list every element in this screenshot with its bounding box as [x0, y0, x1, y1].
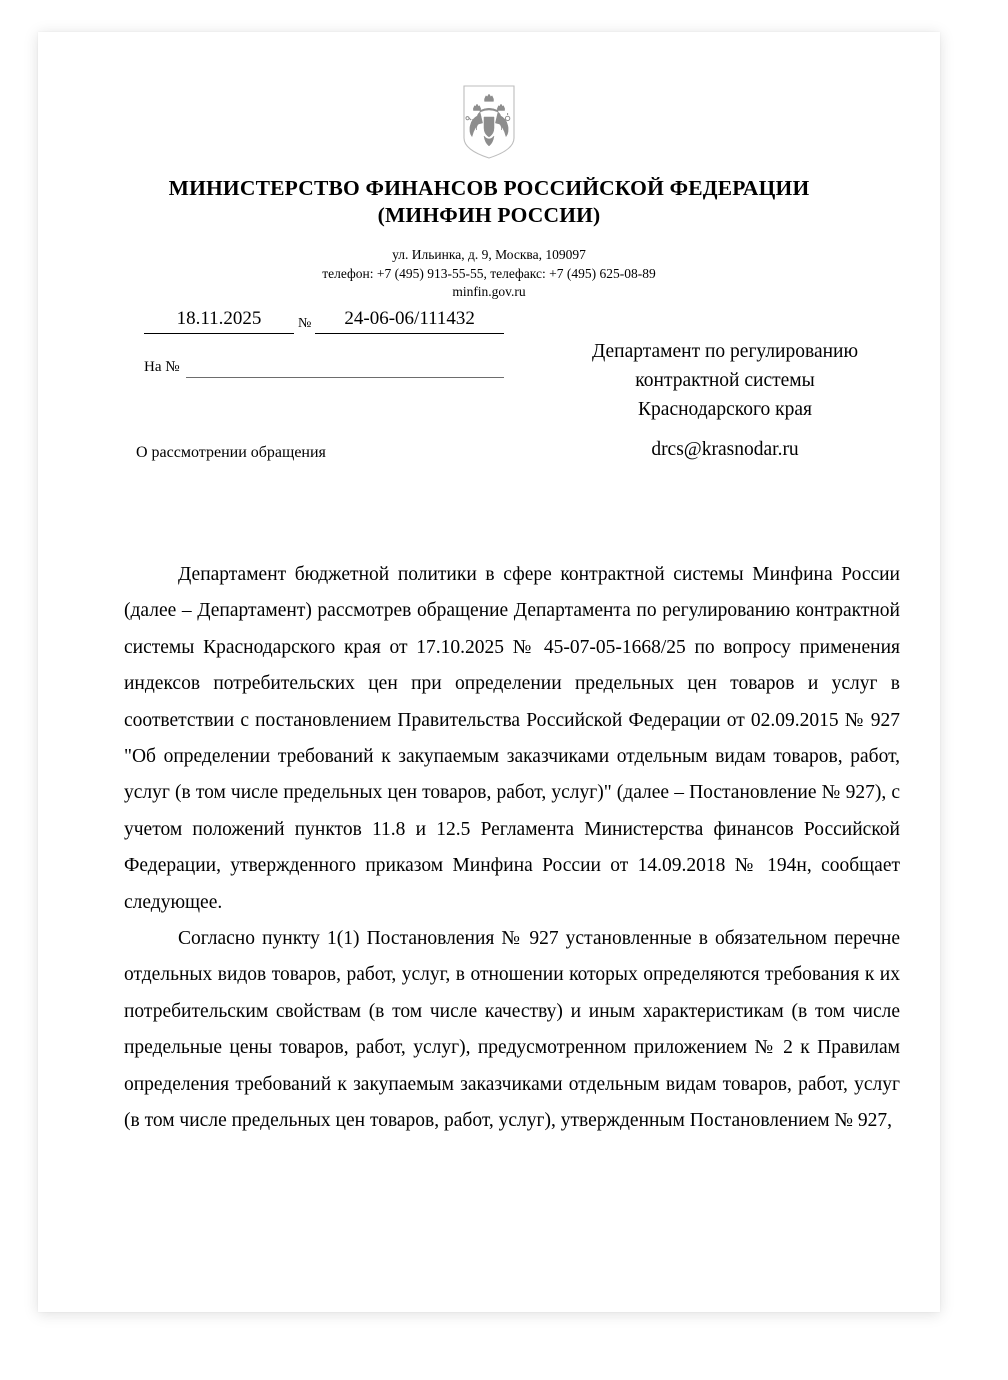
body-paragraph-2: Согласно пункту 1(1) Постановления № 927 установленные в обязательном перечне отдельных видов товаров, работ, услуг, в отношении которых определяются требования к их потребительским свойствам (в том числе качеству) и иным характеристикам (в том числе предельные цены товаров, работ, услуг), предусмотренном приложением № 2 к Правилам определения требований к закупаемым заказчиками отдельным видам товаров, работ, услуг (в том числе предельных цен товаров, работ, услуг), утвержденным Постановлением № 927,	[124, 928, 900, 1132]
document-subject: О рассмотрении обращения	[136, 444, 326, 461]
number-symbol: №	[298, 316, 312, 331]
on-reference-label: На №	[144, 359, 180, 375]
document-page	[38, 32, 940, 1312]
addressee-line-1: Департамент по регулированию	[591, 341, 859, 362]
addressee-email: drcs@krasnodar.ru	[651, 439, 799, 460]
reference-row	[144, 308, 504, 334]
postal-address: ул. Ильинка, д. 9, Москва, 109097	[392, 247, 586, 262]
org-title-line-2: (МИНФИН РОССИИ)	[377, 203, 601, 227]
on-reference-row	[144, 358, 504, 378]
phone-fax: телефон: +7 (495) 913-55-55, телефакс: +7 (495) 625-08-89	[322, 265, 656, 281]
addressee-line-2: контрактной системы	[635, 370, 815, 391]
addressee-line-3: Краснодарского края	[638, 399, 812, 420]
org-title-line-1: МИНИСТЕРСТВО ФИНАНСОВ РОССИЙСКОЙ ФЕДЕРАЦИИ	[168, 176, 810, 200]
russian-coat-of-arms-icon	[460, 84, 518, 160]
addressee-block	[550, 337, 900, 424]
emblem-container	[38, 84, 940, 165]
website-url: minfin.gov.ru	[452, 284, 526, 299]
body-paragraph-1: Департамент бюджетной политики в сфере контрактной системы Минфина России (далее – Департамент) рассмотрев обращение Департамента по регулированию контрактной системы Краснодарского края от 17.10.2025 № 45-07-05-1668/25 по вопросу применения индексов потребительских цен при определении предельных цен товаров и услуг в соответствии с постановлением Правительства Российской Федерации от 02.09.2015 № 927 "Об определении требований к закупаемым заказчиками отдельным видам товаров, работ, услуг (в том числе предельных цен товаров, работ, услуг)" (далее – Постановление № 927), с учетом положений пунктов 11.8 и 12.5 Регламента Министерства финансов Российской Федерации, утвержденного приказом Минфина России от 14.09.2018 № 194н, сообщает следующее.	[124, 564, 900, 913]
document-body	[124, 557, 900, 1140]
on-reference-value	[186, 359, 504, 378]
document-date: 18.11.2025	[144, 308, 294, 334]
organization-contacts	[98, 246, 880, 302]
organization-title	[98, 175, 880, 229]
document-number: 24-06-06/111432	[315, 308, 504, 334]
